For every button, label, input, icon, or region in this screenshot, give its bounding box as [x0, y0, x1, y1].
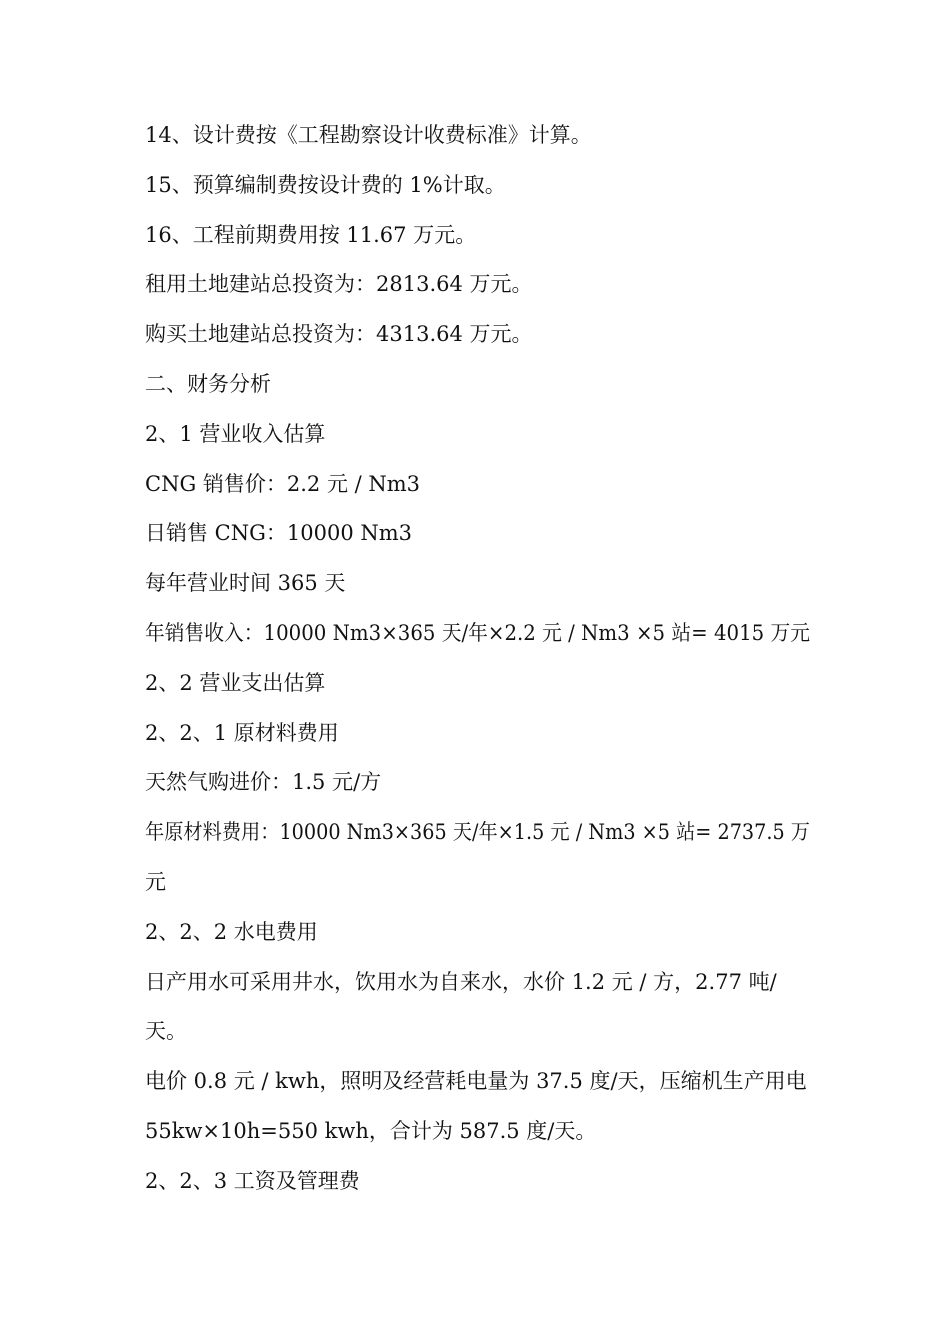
text-line-3: 16、工程前期费用按 11.67 万元。 [145, 222, 477, 247]
text-line-10: 每年营业时间 365 天 [145, 571, 346, 596]
text-line-18: 日产用水可采用井水，饮用水为自来水，水价 1.2 元 / 方，2.77 吨/ [145, 969, 777, 994]
text-line-19: 天。 [145, 1019, 187, 1044]
text-line-21: 55kw×10h=550 kwh，合计为 587.5 度/天。 [145, 1118, 597, 1143]
text-line-1: 14、设计费按《工程勘察设计收费标准》计算。 [145, 123, 592, 147]
text-line-2: 15、预算编制费按设计费的 1%计取。 [145, 172, 506, 197]
section-heading-financial-analysis: 二、财务分析 [145, 371, 271, 396]
subsection-heading-utilities: 2、2、2 水电费用 [145, 919, 318, 944]
text-line-20: 电价 0.8 元 / kwh，照明及经营耗电量为 37.5 度/天，压缩机生产用电 [145, 1069, 807, 1094]
text-line-14: 天然气购进价：1.5 元/方 [145, 770, 382, 795]
subsection-heading-revenue-estimate: 2、1 营业收入估算 [145, 421, 326, 446]
text-line-11: 年销售收入：10000 Nm3×365 天/年×2.2 元 / Nm3 ×5 站= 4015 万元 [145, 620, 811, 645]
text-line-16: 元 [145, 869, 166, 894]
text-line-15: 年原材料费用：10000 Nm3×365 天/年×1.5 元 / Nm3 ×5 站= 2737.5 万 [145, 820, 811, 845]
text-line-5: 购买土地建站总投资为：4313.64 万元。 [145, 322, 533, 347]
subsection-heading-expense-estimate: 2、2 营业支出估算 [145, 670, 326, 695]
subsection-heading-wages-management: 2、2、3 工资及管理费 [145, 1168, 360, 1193]
document-body [145, 111, 810, 1207]
subsection-heading-raw-materials: 2、2、1 原材料费用 [145, 720, 339, 745]
text-line-9: 日销售 CNG：10000 Nm3 [145, 521, 413, 546]
text-line-4: 租用土地建站总投资为：2813.64 万元。 [145, 272, 533, 297]
text-line-8: CNG 销售价：2.2 元 / Nm3 [145, 471, 421, 496]
